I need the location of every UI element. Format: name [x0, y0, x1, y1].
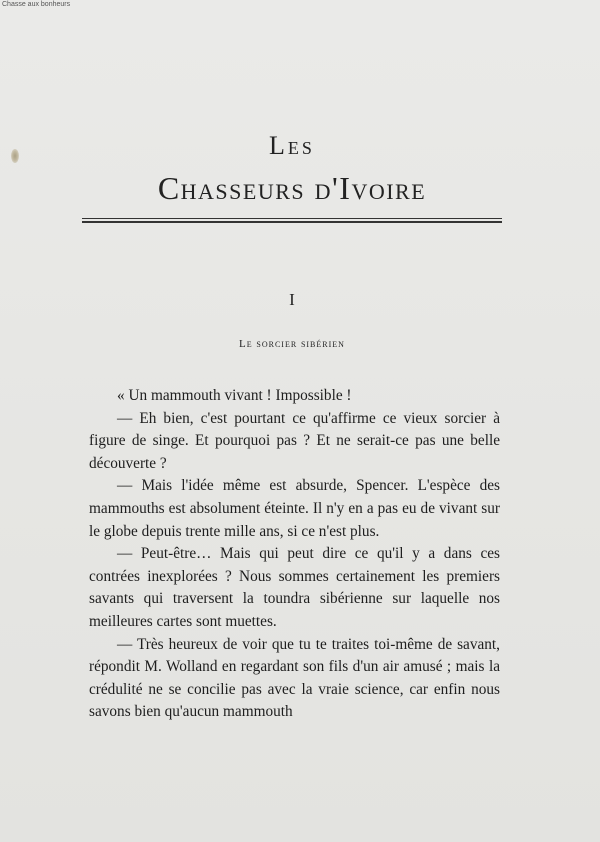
- paragraph: — Très heureux de voir que tu te traites toi-même de savant, répondit M. Wolland en regardant son fils d'un air amusé ; mais la crédulité ne se concilie pas avec la vraie science, car enfin nous savons bien qu'aucun mammouth: [89, 635, 500, 721]
- source-watermark: Chasse aux bonheurs: [2, 1, 71, 8]
- paragraph: — Peut-être… Mais qui peut dire ce qu'il y a dans ces contrées inexplorées ? Nous sommes certainement les premiers savants qui traversent la toundra sibérienne sur laquelle nos meilleures cartes sont muettes.: [89, 545, 500, 630]
- body-text: [89, 385, 500, 724]
- paragraph: — Mais l'idée même est absurde, Spencer. L'espèce des mammouths est absolument éteinte. Il n'y en a pas eu de vivant sur le globe depuis trente mille ans, si ce n'est plus.: [89, 477, 500, 540]
- paragraph: — Eh bien, c'est pourtant ce qu'affirme ce vieux sorcier à figure de singe. Et pourquoi pas ? Et ne serait-ce pas une belle découverte ?: [89, 409, 500, 472]
- title-double-rule: [82, 218, 502, 223]
- chapter-number: I: [289, 290, 295, 309]
- book-title-line-2: Chasseurs d'Ivoire: [157, 170, 427, 206]
- paragraph: « Un mammouth vivant ! Impossible !: [117, 387, 352, 404]
- chapter-title: Le sorcier sibérien: [239, 338, 345, 350]
- book-title-line-1: Les: [269, 131, 315, 160]
